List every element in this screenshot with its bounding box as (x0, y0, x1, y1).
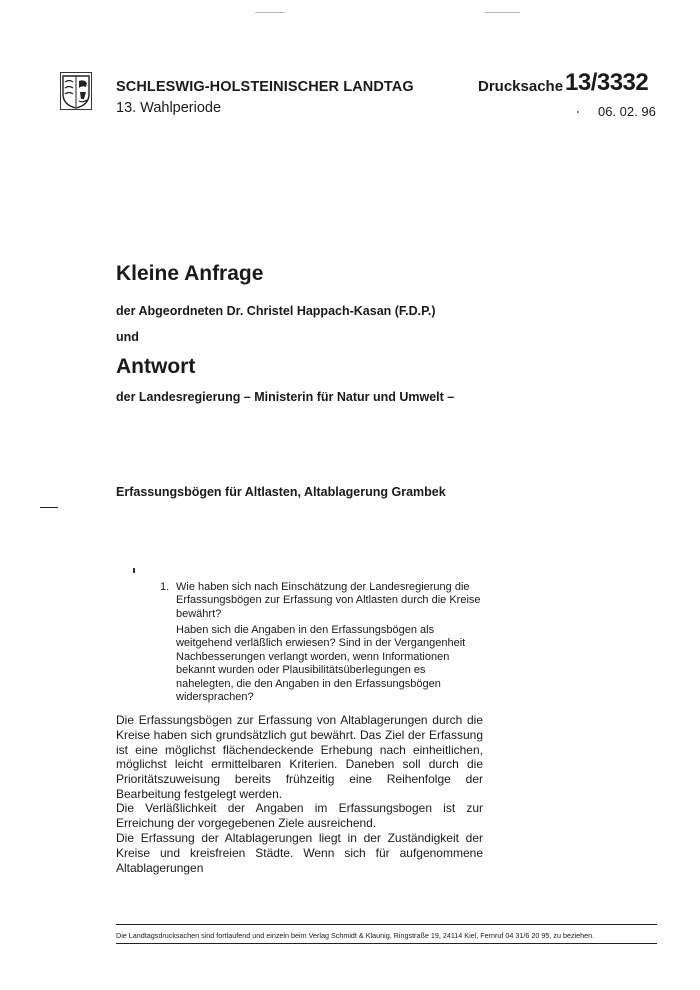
subject-line: Erfassungsbögen für Altlasten, Altablagerung Grambek (116, 485, 446, 499)
footer-rule (116, 924, 657, 925)
answer-paragraph-2: Die Verläßlichkeit der Angaben im Erfassungsbogen ist zur Erreichung der vorgegebenen Ziele ausreichend. (116, 801, 483, 830)
answer-paragraph-1: Die Erfassungsbögen zur Erfassung von Altablagerungen durch die Kreise haben sich grundsätzlich gut bewährt. Das Ziel der Erfassung ist eine möglichst flächendeckende Erhebung nach einheitlichen, möglichst leicht ermittelbaren Kriterien. Daneben soll durch die Prioritätszuweisung bereits frühzeitig eine Reihenfolge der Bearbeitung festgelegt werden. (116, 713, 483, 801)
document-title: Kleine Anfrage (116, 262, 264, 285)
election-period: 13. Wahlperiode (116, 100, 222, 116)
conjunction: und (116, 330, 139, 344)
question-text: Wie haben sich nach Einschätzung der Landesregierung die Erfassungsbögen zur Erfassung von Altlasten durch die Kreise bewährt? (176, 581, 481, 620)
scan-mark (255, 12, 285, 13)
question-number: 1. (160, 581, 170, 593)
answer-paragraph-3: Die Erfassung der Altablagerungen liegt in der Zuständigkeit der Kreise und kreisfreien Städte. Wenn sich für aufgenommene Altablagerungen (116, 831, 483, 875)
footer-note: Die Landtagsdrucksachen sind fortlaufend und einzeln beim Verlag Schmidt & Klaunig, Ringstraße 19, 24114 Kiel, Fernruf 04 31/6 20 95, zu beziehen. (116, 931, 595, 940)
parliament-name: SCHLESWIG-HOLSTEINISCHER LANDTAG (116, 79, 414, 95)
drucksache-label: Drucksache (478, 78, 564, 95)
scan-mark (485, 12, 520, 13)
question-followup: Haben sich die Angaben in den Erfassungsbögen als weitgehend verläßlich erwiesen? Sind in der Vergangenheit Nachbesserungen verlangt worden, wenn Informationen bekannt wurden oder Plausibilitätsüberlegungen es nahelegten, die den Angaben in den Erfassungsbögen widersprachen? (176, 624, 466, 704)
document-date: 06. 02. 96 (598, 104, 656, 119)
footer-rule (116, 943, 657, 944)
coat-of-arms-icon (60, 72, 92, 110)
government-line: der Landesregierung – Ministerin für Natur und Umwelt – (116, 390, 455, 404)
drucksache-number: 13/3332 (565, 69, 649, 96)
scan-mark (133, 568, 135, 573)
author-line: der Abgeordneten Dr. Christel Happach-Kasan (F.D.P.) (116, 304, 436, 318)
answer-title: Antwort (116, 355, 196, 378)
margin-mark (40, 507, 58, 508)
scan-speck (577, 111, 579, 113)
